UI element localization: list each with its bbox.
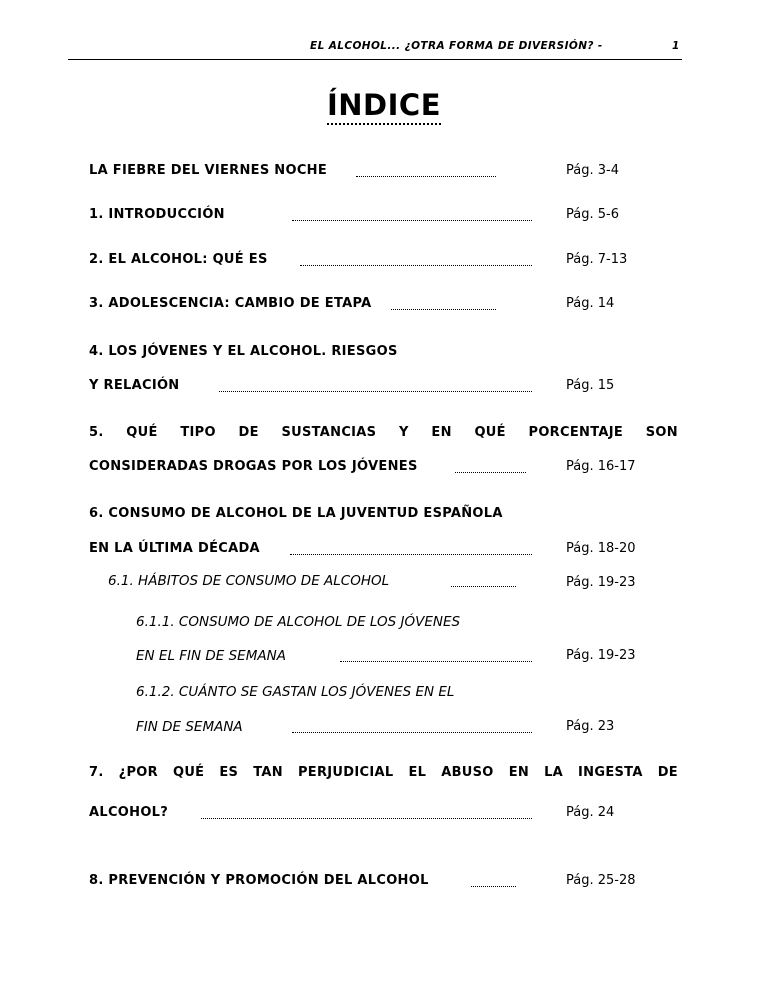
toc-leader-dots [201, 808, 532, 819]
toc-page-ref: Pág. 15 [566, 378, 615, 393]
toc-entry-justified-line [89, 765, 678, 780]
toc-page-ref: Pág. 14 [566, 296, 615, 311]
toc-page-ref: Pág. 18-20 [566, 541, 636, 556]
toc-leader-dots [455, 462, 526, 473]
toc-entry-label: 2. EL ALCOHOL: QUÉ ES [89, 252, 268, 267]
toc-leader-dots [292, 722, 532, 733]
toc-leader-dots [292, 210, 532, 221]
toc-page-ref: Pág. 19-23 [566, 575, 636, 590]
toc-word: DE [238, 425, 259, 440]
header-page-number: 1 [672, 40, 680, 52]
toc-leader-dots [340, 651, 532, 662]
toc-word: ABUSO [441, 765, 494, 780]
toc-entry-label-cont: ALCOHOL? [89, 805, 169, 820]
toc-page-ref: Pág. 24 [566, 805, 615, 820]
toc-subsubentry-label-cont: FIN DE SEMANA [136, 719, 243, 735]
toc-word: ES [219, 765, 239, 780]
toc-entry-label: 3. ADOLESCENCIA: CAMBIO DE ETAPA [89, 296, 372, 311]
toc-word: QUÉ [126, 425, 158, 440]
toc-entry-label-cont: CONSIDERADAS DROGAS POR LOS JÓVENES [89, 459, 418, 474]
toc-leader-dots [219, 381, 532, 392]
toc-entry-label: LA FIEBRE DEL VIERNES NOCHE [89, 163, 328, 178]
toc-word: INGESTA [578, 765, 643, 780]
toc-page-ref: Pág. 25-28 [566, 873, 636, 888]
toc-word: SON [645, 425, 678, 440]
toc-page-ref: Pág. 7-13 [566, 252, 628, 267]
toc-page-ref: Pág. 19-23 [566, 648, 636, 663]
toc-word: PERJUDICIAL [297, 765, 394, 780]
toc-leader-dots [391, 299, 496, 310]
toc-leader-dots [300, 255, 532, 266]
toc-entry-label: 8. PREVENCIÓN Y PROMOCIÓN DEL ALCOHOL [89, 873, 429, 888]
toc-entry-label: 4. LOS JÓVENES Y EL ALCOHOL. RIESGOS [89, 344, 398, 359]
toc-word: SUSTANCIAS [281, 425, 377, 440]
toc-entry-label: 6. CONSUMO DE ALCOHOL DE LA JUVENTUD ESPAÑOLA [89, 506, 503, 521]
toc-word: ¿POR [118, 765, 158, 780]
toc-leader-dots [471, 876, 516, 887]
header-title: EL ALCOHOL... ¿OTRA FORMA DE DIVERSIÓN? - [310, 40, 603, 52]
toc-subentry-label: 6.1. HÁBITOS DE CONSUMO DE ALCOHOL [108, 573, 390, 589]
toc-entry-label-cont: Y RELACIÓN [89, 378, 180, 393]
toc-leader-dots [451, 576, 516, 587]
toc-word: EN [508, 765, 530, 780]
toc-word: EL [408, 765, 427, 780]
header-rule [68, 59, 682, 60]
toc-entry-justified-line [89, 425, 678, 440]
toc-word: TAN [253, 765, 283, 780]
page-title: ÍNDICE [0, 88, 768, 122]
toc-leader-dots [290, 544, 532, 555]
toc-word: TIPO [180, 425, 216, 440]
toc-word: PORCENTAJE [528, 425, 624, 440]
toc-subsubentry-label: 6.1.1. CONSUMO DE ALCOHOL DE LOS JÓVENES [136, 614, 461, 630]
toc-entry-label-cont: EN LA ÚLTIMA DÉCADA [89, 541, 260, 556]
toc-page-ref: Pág. 3-4 [566, 163, 619, 178]
toc-word: 7. [89, 765, 104, 780]
running-header [310, 40, 682, 52]
toc-word: EN [431, 425, 452, 440]
toc-subsubentry-label-cont: EN EL FIN DE SEMANA [136, 648, 286, 664]
toc-page-ref: Pág. 16-17 [566, 459, 636, 474]
toc-word: QUÉ [474, 425, 506, 440]
toc-subsubentry-label: 6.1.2. CUÁNTO SE GASTAN LOS JÓVENES EN EL [136, 684, 455, 700]
toc-word: QUÉ [172, 765, 205, 780]
toc-leader-dots [356, 166, 496, 177]
toc-word: Y [399, 425, 409, 440]
toc-word: 5. [89, 425, 104, 440]
toc-page-ref: Pág. 23 [566, 719, 615, 734]
toc-page-ref: Pág. 5-6 [566, 207, 619, 222]
toc-word: LA [544, 765, 564, 780]
toc-entry-label: 1. INTRODUCCIÓN [89, 207, 225, 222]
toc-word: DE [657, 765, 678, 780]
